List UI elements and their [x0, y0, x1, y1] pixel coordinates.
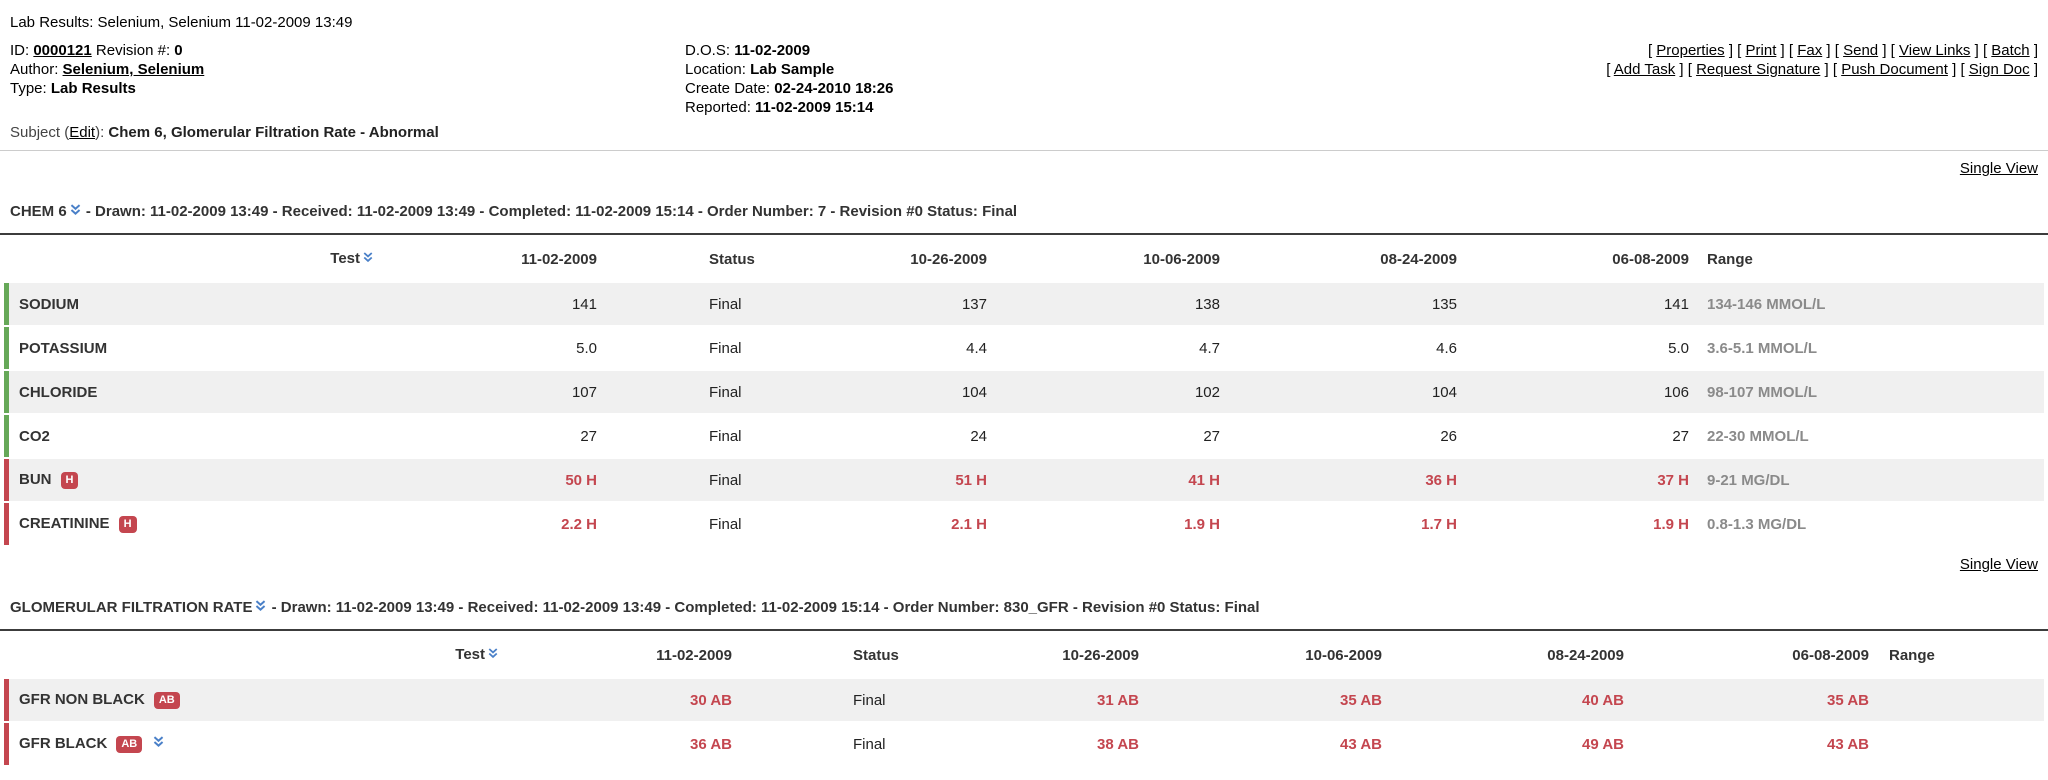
- result-value: 27: [1459, 415, 1691, 457]
- reported-value: 11-02-2009 15:14: [755, 99, 874, 116]
- bracket: ]: [1679, 61, 1684, 78]
- result-value: 5.0: [1459, 327, 1691, 369]
- result-value: 50 H: [374, 459, 599, 501]
- single-view-link-gfr[interactable]: Single View: [1959, 556, 2038, 573]
- column-header-range: Range: [1707, 250, 1753, 268]
- single-view-link-chem6[interactable]: Single View: [1959, 160, 2038, 177]
- bracket: ]: [1824, 61, 1829, 78]
- sort-chevron-icon[interactable]: [487, 647, 499, 664]
- result-value: 2.1 H: [849, 503, 989, 545]
- result-status: Final: [599, 503, 849, 545]
- add-task-link[interactable]: Add Task: [1613, 61, 1676, 78]
- result-value: 2.2 H: [374, 503, 599, 545]
- subject-label: Subject: [10, 124, 61, 141]
- column-header-date-2: 10-26-2009: [1062, 646, 1139, 664]
- result-value: 4.4: [849, 327, 989, 369]
- actions-row-2: [1606, 60, 2038, 79]
- result-status: Final: [599, 371, 849, 413]
- push-document-link[interactable]: Push Document: [1841, 61, 1948, 78]
- bracket: ]: [1882, 42, 1887, 59]
- result-status: Final: [599, 283, 849, 325]
- result-value: 41 H: [989, 459, 1222, 501]
- test-column-label: Test: [330, 250, 360, 267]
- fax-link[interactable]: Fax: [1797, 42, 1823, 59]
- chem6-header-row: [4, 237, 2044, 281]
- table-row-creatinine: [4, 503, 2044, 545]
- high-flag-badge: H: [119, 516, 137, 533]
- bracket: [: [1737, 42, 1742, 59]
- table-row-gfr-non-black: [4, 679, 2044, 721]
- create-date-value: 02-24-2010 18:26: [774, 80, 894, 97]
- author-link[interactable]: Selenium, Selenium: [62, 61, 205, 78]
- bracket: [: [1647, 42, 1653, 59]
- revision-value: 0: [174, 42, 183, 59]
- abnormal-flag-badge: AB: [116, 736, 142, 753]
- type-value: Lab Results: [50, 80, 136, 97]
- location-line: [685, 60, 1606, 79]
- result-value: 1.9 H: [1459, 503, 1691, 545]
- author-label: Author:: [10, 61, 59, 78]
- gfr-section-header: [10, 598, 2038, 618]
- result-value: 26: [1222, 415, 1459, 457]
- result-value: 141: [1459, 283, 1691, 325]
- bracket: ]: [1780, 42, 1785, 59]
- bracket: ]: [1974, 42, 1979, 59]
- column-header-test: [4, 237, 374, 281]
- table-row-chloride: [4, 371, 2044, 413]
- chem6-results-table: [4, 235, 2044, 547]
- reported-label: Reported:: [685, 99, 751, 116]
- reference-range: [1871, 679, 2044, 721]
- author-line: [10, 60, 685, 79]
- result-value: 5.0: [374, 327, 599, 369]
- location-value: Lab Sample: [750, 61, 835, 78]
- location-label: Location:: [685, 61, 746, 78]
- high-flag-badge: H: [61, 472, 79, 489]
- result-value: 104: [849, 371, 989, 413]
- result-value: 137: [849, 283, 989, 325]
- bracket: ]: [1952, 61, 1957, 78]
- chevron-double-down-icon[interactable]: [254, 599, 267, 618]
- document-actions: [1606, 41, 2040, 117]
- page-title: Lab Results: Selenium, Selenium 11-02-2009 13:49: [10, 14, 353, 31]
- test-name: POTASSIUM: [4, 327, 374, 369]
- column-header-date-4: 08-24-2009: [1547, 646, 1624, 664]
- result-value: 40 AB: [1384, 679, 1626, 721]
- column-header-date-4: 08-24-2009: [1380, 250, 1457, 268]
- table-row-gfr-black: [4, 723, 2044, 765]
- column-header-date-3: 10-06-2009: [1143, 250, 1220, 268]
- column-header-date-1: 11-02-2009: [656, 646, 732, 664]
- gfr-header-row: [4, 633, 2044, 677]
- bracket: [: [1788, 42, 1794, 59]
- create-date-label: Create Date:: [685, 80, 771, 97]
- create-date-line: [685, 79, 1606, 98]
- result-value: 135: [1222, 283, 1459, 325]
- result-value: 138: [989, 283, 1222, 325]
- column-header-date-3: 10-06-2009: [1305, 646, 1382, 664]
- reported-line: [685, 98, 1606, 117]
- result-value: 104: [1222, 371, 1459, 413]
- view-links-link[interactable]: View Links: [1899, 42, 1971, 59]
- dos-label: D.O.S:: [685, 42, 731, 59]
- column-header-range: Range: [1889, 646, 1935, 664]
- result-status: Final: [599, 327, 849, 369]
- reference-range: 98-107 MMOL/L: [1691, 371, 2044, 413]
- result-status: Final: [734, 723, 981, 765]
- expand-chevron-icon[interactable]: [152, 735, 165, 753]
- column-header-test: [4, 633, 499, 677]
- reference-range: 3.6-5.1 MMOL/L: [1691, 327, 2044, 369]
- test-name: GFR NON BLACK: [19, 691, 145, 708]
- result-value: 107: [374, 371, 599, 413]
- revision-label: Revision #:: [95, 42, 171, 59]
- result-value: 35 AB: [1141, 679, 1384, 721]
- send-link[interactable]: Send: [1843, 42, 1879, 59]
- test-name: CREATININE: [19, 515, 110, 532]
- result-status: Final: [734, 679, 981, 721]
- batch-link[interactable]: Batch: [1991, 42, 2030, 59]
- meta-center-column: [685, 41, 1606, 117]
- result-value: 31 AB: [981, 679, 1141, 721]
- table-row-bun: [4, 459, 2044, 501]
- column-header-date-2: 10-26-2009: [910, 250, 987, 268]
- chem6-section-details: - Drawn: 11-02-2009 13:49 - Received: 11-02-2009 13:49 - Completed: 11-02-2009 15:14 - Order Number: 7 - Revision #0 Status: Final: [81, 203, 1018, 220]
- gfr-results-table: [4, 631, 2044, 767]
- bracket: [: [1832, 61, 1838, 78]
- document-meta: [10, 41, 2040, 117]
- table-row-sodium: [4, 283, 2044, 325]
- result-value: 1.7 H: [1222, 503, 1459, 545]
- result-value: 1.9 H: [989, 503, 1222, 545]
- result-value: 27: [374, 415, 599, 457]
- result-value: 36 AB: [499, 723, 734, 765]
- chem6-section-header: [10, 202, 2038, 222]
- dos-value: 11-02-2009: [734, 42, 811, 59]
- result-value: 43 AB: [1141, 723, 1384, 765]
- subject-edit-link[interactable]: Edit: [69, 124, 96, 141]
- result-value: 4.7: [989, 327, 1222, 369]
- subject-paren-close: ):: [95, 124, 105, 141]
- column-header-date-1: 11-02-2009: [521, 250, 597, 268]
- sign-doc-link[interactable]: Sign Doc: [1968, 61, 2030, 78]
- result-value: 102: [989, 371, 1222, 413]
- result-value: 49 AB: [1384, 723, 1626, 765]
- bracket: [: [1982, 42, 1988, 59]
- id-label: ID:: [10, 42, 30, 59]
- column-header-status: Status: [853, 646, 899, 664]
- gfr-section-details: - Drawn: 11-02-2009 13:49 - Received: 11-02-2009 13:49 - Completed: 11-02-2009 15:14 - Order Number: 830_GFR - Revision #0 Status: Final: [267, 599, 1260, 616]
- test-column-label: Test: [455, 646, 485, 663]
- subject-value: Chem 6, Glomerular Filtration Rate - Abnormal: [108, 124, 439, 141]
- document-id-link[interactable]: 0000121: [33, 42, 92, 59]
- result-value: 106: [1459, 371, 1691, 413]
- chevron-double-down-icon[interactable]: [69, 203, 82, 222]
- result-value: 24: [849, 415, 989, 457]
- test-name: CO2: [4, 415, 374, 457]
- bracket: ]: [1826, 42, 1831, 59]
- test-name: SODIUM: [4, 283, 374, 325]
- table-row-potassium: [4, 327, 2044, 369]
- result-value: 38 AB: [981, 723, 1141, 765]
- reference-range: 22-30 MMOL/L: [1691, 415, 2044, 457]
- single-view-bar-1: [0, 151, 2048, 178]
- result-value: 36 H: [1222, 459, 1459, 501]
- reference-range: [1871, 723, 2044, 765]
- meta-left-column: [10, 41, 685, 117]
- reference-range: 9-21 MG/DL: [1691, 459, 2044, 501]
- sort-chevron-icon[interactable]: [362, 251, 374, 268]
- result-status: Final: [599, 459, 849, 501]
- test-name: BUN: [19, 471, 52, 488]
- test-name: CHLORIDE: [4, 371, 374, 413]
- chem6-section-title: CHEM 6: [10, 203, 67, 220]
- result-value: 37 H: [1459, 459, 1691, 501]
- test-name: GFR BLACK: [19, 735, 108, 752]
- bracket: [: [1606, 61, 1611, 78]
- document-header: [0, 0, 2048, 142]
- table-row-co2: [4, 415, 2044, 457]
- id-revision-line: [10, 41, 685, 60]
- reference-range: 134-146 MMOL/L: [1691, 283, 2044, 325]
- dos-line: [685, 41, 1606, 60]
- result-value: 30 AB: [499, 679, 734, 721]
- column-header-date-5: 06-08-2009: [1792, 646, 1869, 664]
- column-header-status: Status: [709, 250, 755, 268]
- subject-line: [10, 123, 2040, 142]
- reference-range: 0.8-1.3 MG/DL: [1691, 503, 2044, 545]
- bracket: ]: [2033, 61, 2038, 78]
- bracket: [: [1687, 61, 1692, 78]
- abnormal-flag-badge: AB: [154, 692, 180, 709]
- bracket: ]: [1728, 42, 1733, 59]
- bracket: ]: [2033, 42, 2038, 59]
- single-view-bar-2: [0, 547, 2048, 574]
- actions-row-1: [1606, 41, 2038, 60]
- column-header-date-5: 06-08-2009: [1612, 250, 1689, 268]
- print-link[interactable]: Print: [1745, 42, 1777, 59]
- properties-link[interactable]: Properties: [1656, 42, 1725, 59]
- result-value: 35 AB: [1626, 679, 1871, 721]
- result-value: 51 H: [849, 459, 989, 501]
- result-status: Final: [599, 415, 849, 457]
- bracket: [: [1890, 42, 1895, 59]
- subject-paren-open: (: [64, 124, 70, 141]
- result-value: 4.6: [1222, 327, 1459, 369]
- result-value: 43 AB: [1626, 723, 1871, 765]
- result-value: 27: [989, 415, 1222, 457]
- type-label: Type:: [10, 80, 47, 97]
- bracket: [: [1834, 42, 1839, 59]
- type-line: [10, 79, 685, 98]
- bracket: [: [1960, 61, 1965, 78]
- gfr-section-title: GLOMERULAR FILTRATION RATE: [10, 599, 253, 616]
- result-value: 141: [374, 283, 599, 325]
- request-signature-link[interactable]: Request Signature: [1696, 61, 1821, 78]
